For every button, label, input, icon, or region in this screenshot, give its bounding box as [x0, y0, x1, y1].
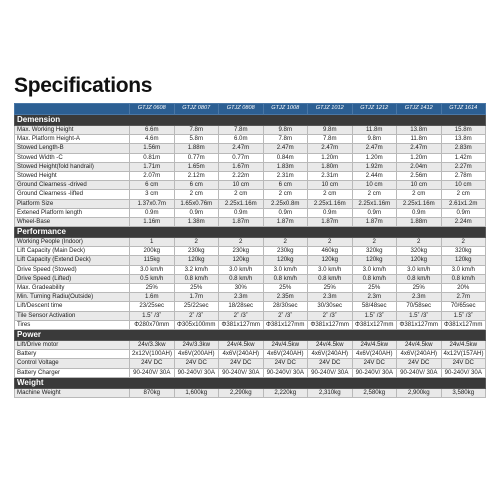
- cell-value: 2,900kg: [397, 388, 442, 397]
- cell-value: 2 cm: [219, 190, 264, 199]
- cell-value: 0.9m: [352, 208, 397, 217]
- cell-value: 30%: [219, 284, 264, 293]
- cell-value: Φ305x100mm: [174, 320, 219, 329]
- cell-value: 10 cm: [308, 181, 353, 190]
- cell-value: 1,600kg: [174, 388, 219, 397]
- row-label: Working People (Indoor): [15, 238, 130, 247]
- cell-value: 2: [219, 238, 264, 247]
- cell-value: 2.7m: [441, 293, 486, 302]
- table-row: [15, 359, 486, 368]
- cell-value: 25%: [352, 284, 397, 293]
- cell-value: 9.8m: [308, 126, 353, 135]
- model-header: GTJZ 1012: [308, 104, 353, 115]
- section-header: [15, 115, 486, 126]
- row-label: Tile Sensor Activation: [15, 311, 130, 320]
- cell-value: 1.80m: [308, 162, 353, 171]
- row-label: Lift Capacity (Extend Deck): [15, 256, 130, 265]
- section-header: [15, 227, 486, 238]
- row-label: Stowed Height(fold handrail): [15, 162, 130, 171]
- cell-value: 2.24m: [441, 217, 486, 226]
- cell-value: 1.65x0.76m: [174, 199, 219, 208]
- row-label: Platform Size: [15, 199, 130, 208]
- section-title: Performance: [15, 227, 486, 238]
- cell-value: 3.0 km/h: [352, 265, 397, 274]
- cell-value: 90-240V/ 30A: [441, 368, 486, 377]
- cell-value: 3.0 km/h: [308, 265, 353, 274]
- cell-value: 6 cm: [130, 181, 175, 190]
- cell-value: 2x12V(100AH): [130, 350, 175, 359]
- cell-value: 1.56m: [130, 144, 175, 153]
- cell-value: 2.07m: [130, 171, 175, 180]
- cell-value: 25%: [308, 284, 353, 293]
- cell-value: 58/48sec: [352, 302, 397, 311]
- cell-value: 2.12m: [174, 171, 219, 180]
- cell-value: 4x6V(200AH): [174, 350, 219, 359]
- cell-value: 24v/4.5kw: [308, 340, 353, 349]
- row-label: Max. Working Height: [15, 126, 130, 135]
- cell-value: 3.0 km/h: [397, 265, 442, 274]
- cell-value: 2.47m: [219, 144, 264, 153]
- cell-value: 1.92m: [352, 162, 397, 171]
- cell-value: Φ381x127mm: [308, 320, 353, 329]
- cell-value: 120kg: [174, 256, 219, 265]
- table-row: [15, 153, 486, 162]
- cell-value: 1.67m: [219, 162, 264, 171]
- cell-value: 10 cm: [441, 181, 486, 190]
- table-row: [15, 302, 486, 311]
- table-row: [15, 208, 486, 217]
- cell-value: 24v/3.3kw: [174, 340, 219, 349]
- cell-value: 0.8 km/h: [352, 274, 397, 283]
- cell-value: 24v/4.5kw: [441, 340, 486, 349]
- cell-value: Φ381x127mm: [263, 320, 308, 329]
- cell-value: 2.04m: [397, 162, 442, 171]
- cell-value: 120kg: [219, 256, 264, 265]
- cell-value: 2,290kg: [219, 388, 264, 397]
- table-row: [15, 135, 486, 144]
- cell-value: 2.47m: [308, 144, 353, 153]
- cell-value: 90-240V/ 30A: [219, 368, 264, 377]
- row-label: Lift/Drive motor: [15, 340, 130, 349]
- cell-value: 0.5 km/h: [130, 274, 175, 283]
- row-label: Control Voltage: [15, 359, 130, 368]
- cell-value: 4x12V(157AH): [441, 350, 486, 359]
- cell-value: 2.47m: [263, 144, 308, 153]
- cell-value: 120kg: [352, 256, 397, 265]
- cell-value: 2 cm: [397, 190, 442, 199]
- cell-value: 2.27m: [441, 162, 486, 171]
- cell-value: 1.5˚ /3˚: [130, 311, 175, 320]
- cell-value: 2.3m: [308, 293, 353, 302]
- table-row: [15, 350, 486, 359]
- cell-value: 1: [130, 238, 175, 247]
- cell-value: 2.3m: [352, 293, 397, 302]
- cell-value: 2 cm: [441, 190, 486, 199]
- cell-value: 0.77m: [174, 153, 219, 162]
- cell-value: Φ381x127mm: [219, 320, 264, 329]
- cell-value: 70/58sec: [397, 302, 442, 311]
- cell-value: 25%: [174, 284, 219, 293]
- cell-value: 3.0 km/h: [219, 265, 264, 274]
- cell-value: 90-240V/ 30A: [352, 368, 397, 377]
- table-row: [15, 238, 486, 247]
- cell-value: 2.47m: [397, 144, 442, 153]
- cell-value: 1.83m: [263, 162, 308, 171]
- cell-value: 2.25x0.8m: [263, 199, 308, 208]
- cell-value: Φ381x127mm: [441, 320, 486, 329]
- cell-value: 5.8m: [174, 135, 219, 144]
- cell-value: 9.8m: [263, 126, 308, 135]
- cell-value: 2.25x1.16m: [352, 199, 397, 208]
- cell-value: 1.87m: [308, 217, 353, 226]
- cell-value: 2,580kg: [352, 388, 397, 397]
- cell-value: 25%: [130, 284, 175, 293]
- row-label: Drive Speed (Stowed): [15, 265, 130, 274]
- cell-value: 10 cm: [352, 181, 397, 190]
- table-row: [15, 320, 486, 329]
- cell-value: 0.8 km/h: [397, 274, 442, 283]
- cell-value: 3.0 km/h: [130, 265, 175, 274]
- cell-value: 15.8m: [441, 126, 486, 135]
- table-row: [15, 340, 486, 349]
- table-row: [15, 256, 486, 265]
- header-blank: [15, 104, 130, 115]
- cell-value: 1.65m: [174, 162, 219, 171]
- cell-value: 2.31m: [263, 171, 308, 180]
- cell-value: 6 cm: [263, 181, 308, 190]
- cell-value: 2.3m: [397, 293, 442, 302]
- page-title: Specifications: [14, 74, 153, 97]
- row-label: Drive Speed (Lifted): [15, 274, 130, 283]
- cell-value: 120kg: [263, 256, 308, 265]
- cell-value: 24V DC: [397, 359, 442, 368]
- cell-value: 0.9m: [219, 208, 264, 217]
- model-header: GTJZ 0807: [174, 104, 219, 115]
- table-row: [15, 284, 486, 293]
- cell-value: 320kg: [352, 247, 397, 256]
- table-row: [15, 181, 486, 190]
- cell-value: 0.9m: [397, 208, 442, 217]
- table-row: [15, 274, 486, 283]
- cell-value: 1.42m: [441, 153, 486, 162]
- cell-value: 11.8m: [397, 135, 442, 144]
- row-label: Ground Clearness -lifted: [15, 190, 130, 199]
- cell-value: 24v/4.5kw: [352, 340, 397, 349]
- table-row: [15, 190, 486, 199]
- cell-value: 6 cm: [174, 181, 219, 190]
- cell-value: 10 cm: [397, 181, 442, 190]
- cell-value: 9.8m: [352, 135, 397, 144]
- cell-value: 13.8m: [397, 126, 442, 135]
- table-row: [15, 293, 486, 302]
- section-title: Weight: [15, 377, 486, 388]
- cell-value: 28/30sec: [263, 302, 308, 311]
- cell-value: 1.5˚ /3˚: [441, 311, 486, 320]
- section-title: Power: [15, 329, 486, 340]
- cell-value: 0.8 km/h: [174, 274, 219, 283]
- cell-value: 2 cm: [263, 190, 308, 199]
- cell-value: 2: [174, 238, 219, 247]
- cell-value: 2˚ /3˚: [308, 311, 353, 320]
- cell-value: 6.6m: [130, 126, 175, 135]
- cell-value: 4x6V(240AH): [219, 350, 264, 359]
- cell-value: 120kg: [441, 256, 486, 265]
- cell-value: 2 cm: [352, 190, 397, 199]
- cell-value: 2,220kg: [263, 388, 308, 397]
- row-label: Max. Gradeability: [15, 284, 130, 293]
- cell-value: 230kg: [263, 247, 308, 256]
- cell-value: 11.8m: [352, 126, 397, 135]
- cell-value: 200kg: [130, 247, 175, 256]
- model-header-row: [15, 104, 486, 115]
- cell-value: 2.78m: [441, 171, 486, 180]
- cell-value: 23/25sec: [130, 302, 175, 311]
- cell-value: 2: [308, 238, 353, 247]
- section-header: [15, 329, 486, 340]
- cell-value: 230kg: [174, 247, 219, 256]
- cell-value: 24V DC: [174, 359, 219, 368]
- cell-value: 25%: [263, 284, 308, 293]
- cell-value: 2,310kg: [308, 388, 353, 397]
- cell-value: 2.44m: [352, 171, 397, 180]
- cell-value: 25/22sec: [174, 302, 219, 311]
- cell-value: 0.9m: [174, 208, 219, 217]
- table-row: [15, 368, 486, 377]
- section-header: [15, 377, 486, 388]
- table-row: [15, 265, 486, 274]
- cell-value: 1.88m: [397, 217, 442, 226]
- cell-value: 320kg: [441, 247, 486, 256]
- cell-value: 0.77m: [219, 153, 264, 162]
- row-label: Min. Turning Radiu(Outside): [15, 293, 130, 302]
- cell-value: 90-240V/ 30A: [174, 368, 219, 377]
- model-header: GTJZ 1212: [352, 104, 397, 115]
- cell-value: 3.0 km/h: [441, 265, 486, 274]
- table-row: [15, 217, 486, 226]
- cell-value: 24V DC: [352, 359, 397, 368]
- cell-value: 1.5˚ /3˚: [352, 311, 397, 320]
- row-label: Stowed Length-B: [15, 144, 130, 153]
- cell-value: 6.0m: [219, 135, 264, 144]
- cell-value: 2.83m: [441, 144, 486, 153]
- cell-value: 4.6m: [130, 135, 175, 144]
- table-row: [15, 144, 486, 153]
- cell-value: 0.9m: [441, 208, 486, 217]
- row-label: Max. Platform Height-A: [15, 135, 130, 144]
- cell-value: 2˚ /3˚: [263, 311, 308, 320]
- table-row: [15, 171, 486, 180]
- cell-value: 320kg: [397, 247, 442, 256]
- cell-value: 2.47m: [352, 144, 397, 153]
- cell-value: 0.8 km/h: [441, 274, 486, 283]
- cell-value: 90-240V/ 30A: [397, 368, 442, 377]
- cell-value: 2: [441, 238, 486, 247]
- cell-value: 4x6V(240AH): [308, 350, 353, 359]
- row-label: Lift/Descent time: [15, 302, 130, 311]
- row-label: Stowed Width -C: [15, 153, 130, 162]
- cell-value: 1.87m: [219, 217, 264, 226]
- row-label: Stowed Height: [15, 171, 130, 180]
- table-row: [15, 388, 486, 397]
- table-row: [15, 162, 486, 171]
- cell-value: 2.25x1.16m: [397, 199, 442, 208]
- cell-value: 20%: [441, 284, 486, 293]
- cell-value: Φ381x127mm: [397, 320, 442, 329]
- cell-value: 2: [397, 238, 442, 247]
- cell-value: 1.20m: [308, 153, 353, 162]
- table-row: [15, 311, 486, 320]
- model-header: GTJZ 1008: [263, 104, 308, 115]
- cell-value: Φ280x70mm: [130, 320, 175, 329]
- cell-value: 1.88m: [174, 144, 219, 153]
- cell-value: 10 cm: [219, 181, 264, 190]
- cell-value: 7.8m: [219, 126, 264, 135]
- cell-value: 0.8 km/h: [308, 274, 353, 283]
- cell-value: 1.87m: [263, 217, 308, 226]
- cell-value: 0.8 km/h: [263, 274, 308, 283]
- cell-value: 24V DC: [219, 359, 264, 368]
- cell-value: 0.81m: [130, 153, 175, 162]
- section-title: Demension: [15, 115, 486, 126]
- cell-value: 1.7m: [174, 293, 219, 302]
- cell-value: 0.9m: [130, 208, 175, 217]
- table-row: [15, 126, 486, 135]
- cell-value: 7.8m: [263, 135, 308, 144]
- cell-value: 2.56m: [397, 171, 442, 180]
- cell-value: 0.9m: [308, 208, 353, 217]
- cell-value: 0.9m: [263, 208, 308, 217]
- cell-value: 2.35m: [263, 293, 308, 302]
- cell-value: 90-240V/ 30A: [308, 368, 353, 377]
- cell-value: 2˚ /3˚: [219, 311, 264, 320]
- row-label: Extened Platform length: [15, 208, 130, 217]
- cell-value: 120kg: [308, 256, 353, 265]
- cell-value: 2: [263, 238, 308, 247]
- spec-table: [14, 103, 486, 398]
- table-row: [15, 247, 486, 256]
- cell-value: 870kg: [130, 388, 175, 397]
- cell-value: 230kg: [219, 247, 264, 256]
- cell-value: 2.61x1.2m: [441, 199, 486, 208]
- table-row: [15, 199, 486, 208]
- cell-value: 2.25x1.16m: [219, 199, 264, 208]
- cell-value: 18/28sec: [219, 302, 264, 311]
- model-header: GTJZ 0808: [219, 104, 264, 115]
- cell-value: 25%: [397, 284, 442, 293]
- cell-value: 24V DC: [308, 359, 353, 368]
- row-label: Machine Weight: [15, 388, 130, 397]
- cell-value: 24v/4.5kw: [263, 340, 308, 349]
- cell-value: 3 cm: [130, 190, 175, 199]
- row-label: Battery Charger: [15, 368, 130, 377]
- cell-value: 4x6V(240AH): [397, 350, 442, 359]
- cell-value: 4x6V(240AH): [352, 350, 397, 359]
- cell-value: 115kg: [130, 256, 175, 265]
- model-header: GTJZ 1412: [397, 104, 442, 115]
- cell-value: 24v/4.5kw: [219, 340, 264, 349]
- row-label: Lift Capacity (Main Deck): [15, 247, 130, 256]
- cell-value: 0.84m: [263, 153, 308, 162]
- cell-value: 3.0 km/h: [263, 265, 308, 274]
- cell-value: 460kg: [308, 247, 353, 256]
- cell-value: 1.20m: [352, 153, 397, 162]
- cell-value: Φ381x127mm: [352, 320, 397, 329]
- cell-value: 1.87m: [352, 217, 397, 226]
- cell-value: 1.20m: [397, 153, 442, 162]
- cell-value: 24V DC: [130, 359, 175, 368]
- cell-value: 2: [352, 238, 397, 247]
- cell-value: 2˚ /3˚: [174, 311, 219, 320]
- cell-value: 3,580kg: [441, 388, 486, 397]
- cell-value: 24v/3.3kw: [130, 340, 175, 349]
- cell-value: 70/65sec: [441, 302, 486, 311]
- cell-value: 90-240V/ 30A: [130, 368, 175, 377]
- cell-value: 120kg: [397, 256, 442, 265]
- row-label: Tires: [15, 320, 130, 329]
- model-header: GTJZ 0608: [130, 104, 175, 115]
- cell-value: 3.2 km/h: [174, 265, 219, 274]
- row-label: Battery: [15, 350, 130, 359]
- cell-value: 1.37x0.7m: [130, 199, 175, 208]
- model-header: GTJZ 1614: [441, 104, 486, 115]
- spec-body: [15, 115, 486, 398]
- cell-value: 13.8m: [441, 135, 486, 144]
- cell-value: 0.8 km/h: [219, 274, 264, 283]
- cell-value: 7.8m: [308, 135, 353, 144]
- row-label: Ground Clearness -drived: [15, 181, 130, 190]
- cell-value: 1.38m: [174, 217, 219, 226]
- cell-value: 2.25x1.16m: [308, 199, 353, 208]
- cell-value: 2 cm: [174, 190, 219, 199]
- cell-value: 24V DC: [263, 359, 308, 368]
- cell-value: 24v/4.5kw: [397, 340, 442, 349]
- cell-value: 7.8m: [174, 126, 219, 135]
- cell-value: 1.5˚ /3˚: [397, 311, 442, 320]
- cell-value: 90-240V/ 30A: [263, 368, 308, 377]
- cell-value: 30/30sec: [308, 302, 353, 311]
- cell-value: 2.3m: [219, 293, 264, 302]
- cell-value: 1.71m: [130, 162, 175, 171]
- cell-value: 24V DC: [441, 359, 486, 368]
- row-label: Wheel-Base: [15, 217, 130, 226]
- cell-value: 2 cm: [308, 190, 353, 199]
- cell-value: 1.6m: [130, 293, 175, 302]
- cell-value: 2.31m: [308, 171, 353, 180]
- cell-value: 4x6V(240AH): [263, 350, 308, 359]
- cell-value: 2.22m: [219, 171, 264, 180]
- cell-value: 1.16m: [130, 217, 175, 226]
